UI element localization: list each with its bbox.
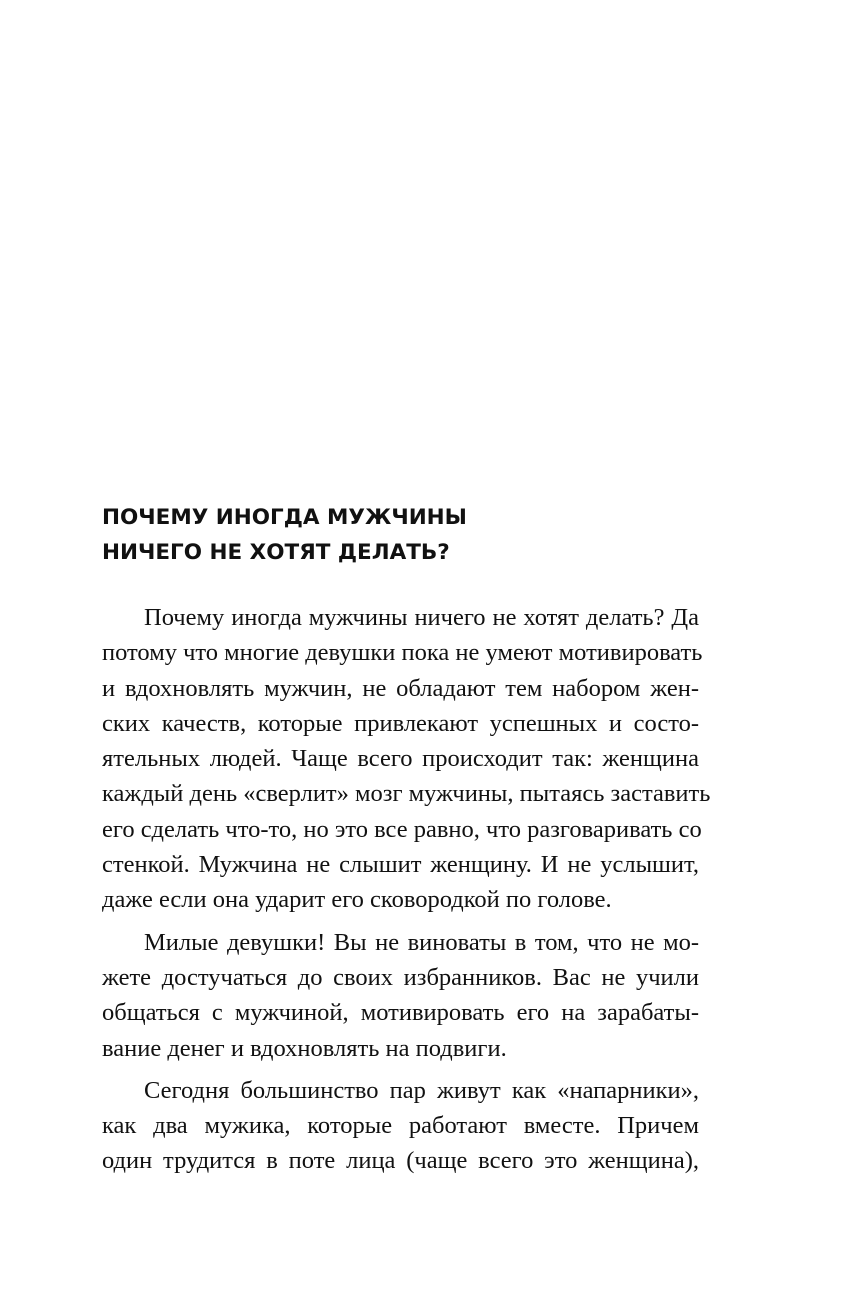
- paragraph-3: [102, 1073, 699, 1179]
- chapter-heading: [102, 500, 722, 570]
- text-line: Сегодня большинство пар живут как «напарники»,: [144, 1076, 699, 1104]
- paragraph-1: [102, 600, 711, 918]
- text-line: и вдохновлять мужчин, не обладают тем набором жен-: [102, 674, 699, 702]
- text-line: его сделать что-то, но это все равно, что разговаривать со: [102, 815, 702, 843]
- chapter-heading-line-1: ПОЧЕМУ ИНОГДА МУЖЧИНЫ: [102, 505, 467, 530]
- text-line: ских качеств, которые привлекают успешных и состо-: [102, 709, 699, 737]
- text-line: Почему иногда мужчины ничего не хотят делать? Да: [144, 604, 699, 631]
- chapter-heading-line-2: НИЧЕГО НЕ ХОТЯТ ДЕЛАТЬ?: [102, 540, 450, 565]
- paragraph-2: [102, 925, 699, 1066]
- text-line: один трудится в поте лица (чаще всего это женщина),: [102, 1147, 699, 1175]
- text-line: ятельных людей. Чаще всего происходит так: женщина: [102, 745, 699, 773]
- text-line: вание денег и вдохновлять на подвиги.: [102, 1034, 507, 1062]
- text-line: общаться с мужчиной, мотивировать его на зарабаты-: [102, 999, 699, 1027]
- text-line: как два мужика, которые работают вместе. Причем: [102, 1112, 699, 1140]
- text-line: жете достучаться до своих избранников. Вас не учили: [102, 963, 699, 991]
- text-line: Милые девушки! Вы не виноваты в том, что не мо-: [144, 928, 699, 956]
- text-line: каждый день «сверлит» мозг мужчины, пытаясь заставить: [102, 780, 711, 808]
- text-line: стенкой. Мужчина не слышит женщину. И не услышит,: [102, 851, 699, 879]
- body-text: [102, 600, 711, 1186]
- text-line: потому что многие девушки пока не умеют мотивировать: [102, 639, 703, 667]
- text-line: даже если она ударит его сковородкой по голове.: [102, 886, 612, 914]
